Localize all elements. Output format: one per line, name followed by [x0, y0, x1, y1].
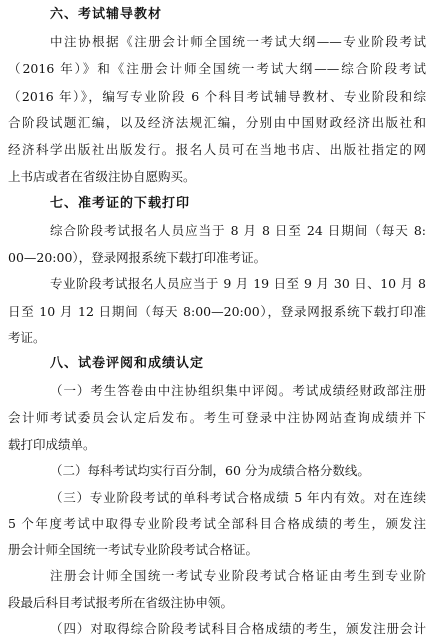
section-heading-teaching-materials: 六、考试辅导教材 — [50, 7, 163, 22]
paragraph-line: 合阶段试题汇编，以及经济法规汇编，分别由中国财政经济出版社和 — [8, 114, 426, 130]
paragraph-line: 经济科学出版社出版发行。报名人员可在当地书店、出版社指定的网 — [8, 142, 426, 158]
paragraph-line: 载打印成绩单。 — [8, 436, 96, 452]
paragraph-line: 5 个年度考试中取得专业阶段考试全部科目合格成绩的考生，颁发注 — [8, 515, 426, 531]
section-heading-grading: 八、试卷评阅和成绩认定 — [50, 356, 205, 372]
paragraph-line: 册会计师全国统一考试专业阶段考试合格证。 — [8, 542, 259, 558]
paragraph-line: （二）每科考试均实行百分制，60 分为成绩合格分数线。 — [50, 463, 370, 479]
section-heading-admission-ticket: 七、准考证的下载打印 — [50, 195, 191, 211]
paragraph-line: 上书店或者在省级注协自愿购买。 — [8, 169, 196, 185]
paragraph-line: （四）对取得综合阶段考试科目合格成绩的考生，颁发注册会计 — [50, 621, 426, 636]
paragraph-line: 注册会计师全国统一考试专业阶段考试合格证由考生到专业阶 — [50, 568, 426, 584]
paragraph-line: （一）考生答卷由中注协组织集中评阅。考试成绩经财政部注册 — [50, 383, 426, 399]
paragraph-line: 日至 10 月 12 日期间（每天 8:00—20:00），登录网报系统下载打印准 — [8, 303, 426, 319]
paragraph-line: 00—20:00），登录网报系统下载打印准考证。 — [8, 250, 267, 266]
paragraph-line: （2016 年）》和《注册会计师全国统一考试大纲——综合阶段考试 — [8, 61, 426, 77]
paragraph-line: （三）专业阶段考试的单科考试合格成绩 5 年内有效。对在连续 — [50, 489, 426, 505]
paragraph-line: 综合阶段考试报名人员应当于 8 月 8 日至 24 日期间（每天 8: — [50, 222, 426, 238]
paragraph-line: 考证。 — [8, 329, 46, 345]
paragraph-line: 中注协根据《注册会计师全国统一考试大纲——专业阶段考试 — [50, 34, 426, 50]
paragraph-line: 会计师考试委员会认定后发布。考生可登录中注协网站查询成绩并下 — [8, 409, 426, 425]
paragraph-line: 专业阶段考试报名人员应当于 9 月 19 日至 9 月 30 日、10 月 8 — [50, 276, 426, 292]
paragraph-line: 段最后科目考试报考所在省级注协申领。 — [8, 594, 234, 610]
paragraph-line: （2016 年）》，编写专业阶段 6 个科目考试辅导教材、专业阶段和综 — [8, 88, 426, 104]
